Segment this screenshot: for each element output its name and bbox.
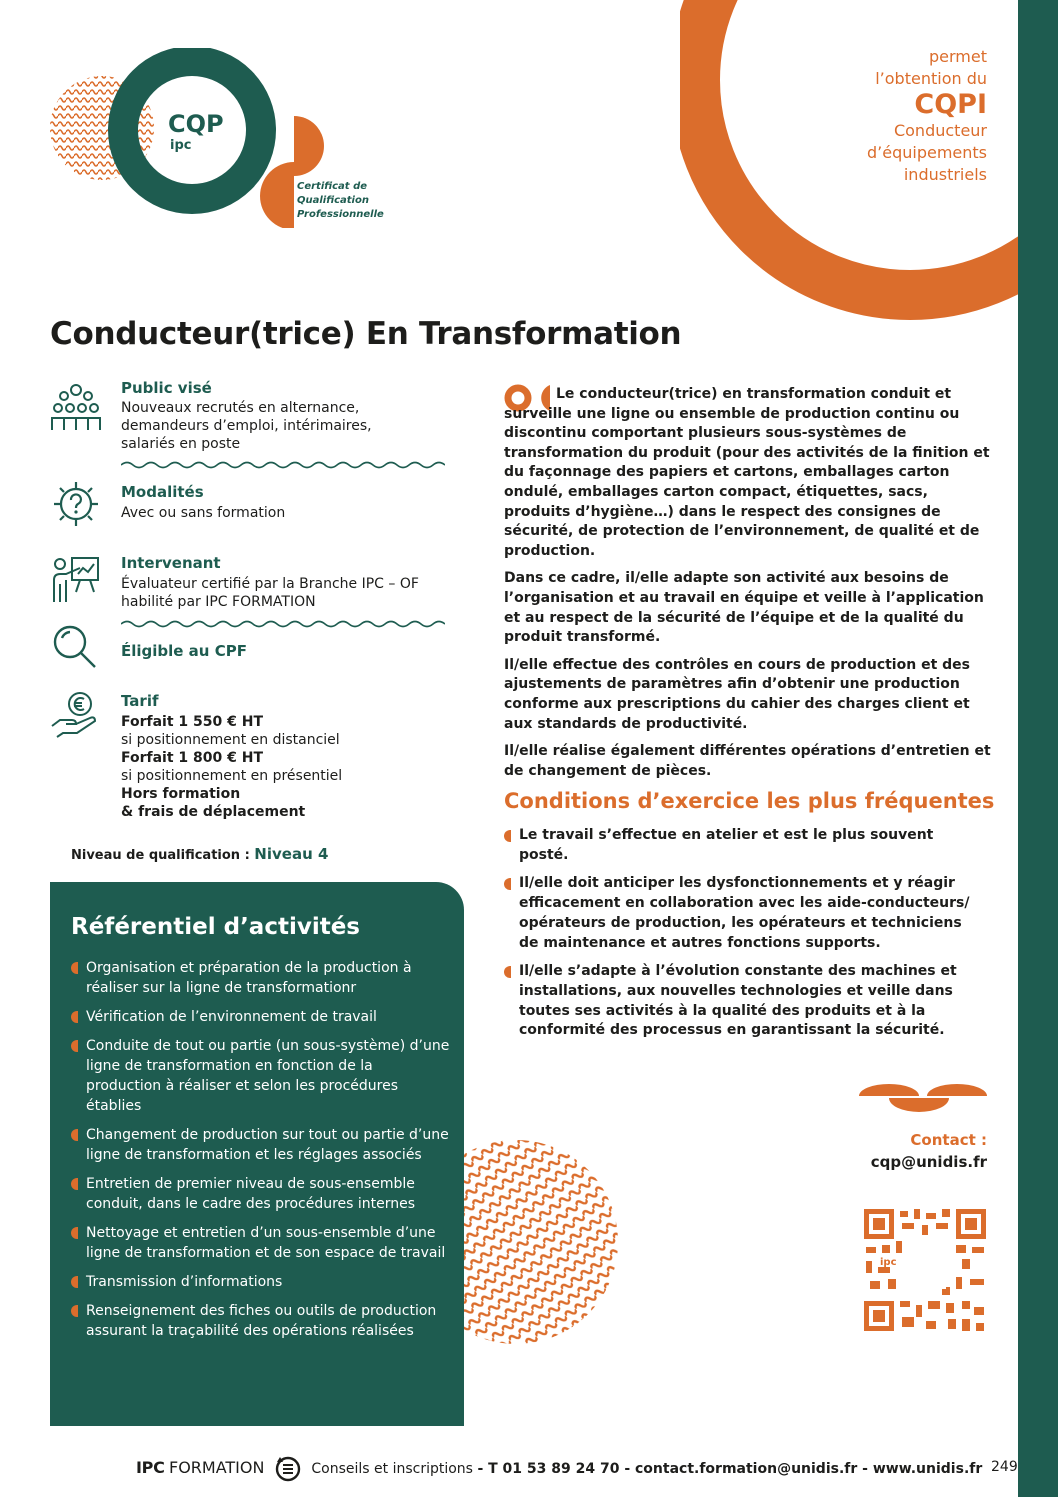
referentiel-list <box>71 958 451 1350</box>
presenter-board-icon <box>50 554 102 606</box>
list-item <box>71 958 451 998</box>
cqpi-line-1: permet <box>929 47 987 66</box>
contact-label: Contact : <box>910 1131 987 1149</box>
list-item <box>504 826 974 865</box>
list-item-text: Vérification de l’environnement de travail <box>86 1009 377 1025</box>
referentiel-title: Référentiel d’activités <box>71 914 360 940</box>
wave-divider <box>121 460 445 470</box>
niveau-value: Niveau 4 <box>254 845 329 863</box>
people-group-icon <box>50 382 102 434</box>
modalites-text: Avec ou sans formation <box>121 505 286 521</box>
intro-text <box>504 385 994 789</box>
decorative-wave <box>855 1082 989 1118</box>
footer-lead: Conseils et inscriptions <box>311 1461 473 1477</box>
bullet-icon <box>71 1227 78 1239</box>
list-item-text: Renseignement des fiches ou outils de production assurant la traçabilité des opérations réalisées <box>86 1303 437 1339</box>
bullet-icon <box>504 966 511 978</box>
logo-sub: ipc <box>170 138 192 153</box>
list-item-text: Il/elle doit anticiper les dysfonctionnements et y réagir efficacement en collaboration avec les aide-conducteurs/ opérateurs de production, les opérateurs et techniciens de maintenance et autres fonctions supports. <box>519 875 970 951</box>
wave-divider <box>121 619 445 629</box>
list-item <box>71 1125 451 1165</box>
conditions-title: Conditions d’exercice les plus fréquentes <box>504 789 995 813</box>
intro-paragraph-2: Dans ce cadre, il/elle adapte son activité aux besoins de l’organisation et au travail en équipe et veille à l’application et au respect de la sécurité de l’équipe et de la qualité du produit transformé. <box>504 570 984 646</box>
intro-paragraph-3: Il/elle effectue des contrôles en cours de production et des ajustements de paramètres afin d’obtenir une production conforme aux prescriptions du cahier des charges client et aux standards de productivité. <box>504 656 970 732</box>
niveau-label: Niveau de qualification : <box>71 848 255 863</box>
cqpi-line-3: Conducteur <box>893 121 987 140</box>
list-item-text: Changement de production sur tout ou partie d’une ligne de transformation et les réglages associés <box>86 1127 449 1163</box>
public-heading: Public visé <box>121 379 212 397</box>
referentiel-panel <box>50 882 464 1426</box>
public-text <box>121 399 372 453</box>
tarif-text <box>121 713 342 821</box>
bullet-icon <box>71 1011 78 1023</box>
conditions-list <box>504 826 974 1050</box>
footer <box>136 1454 982 1482</box>
tarif-note-1: si positionnement en distanciel <box>121 732 340 748</box>
logo-caption-2: Qualification <box>297 195 369 206</box>
list-item <box>504 962 974 1041</box>
cqpi-line-4: d’équipements <box>866 143 987 162</box>
niveau-qualification <box>71 845 328 863</box>
tarif-heading: Tarif <box>121 692 159 710</box>
logo-caption-1: Certificat de <box>297 181 368 192</box>
list-item <box>71 1036 451 1116</box>
list-item <box>71 1174 451 1214</box>
magnifier-icon <box>50 622 102 674</box>
cqpi-line-5: industriels <box>903 165 987 184</box>
cqpi-title: CQPI <box>914 89 987 120</box>
intervenant-heading: Intervenant <box>121 554 221 572</box>
contact-email[interactable]: cqp@unidis.fr <box>870 1153 987 1171</box>
tarif-price-2: Forfait 1 800 € HT <box>121 750 264 766</box>
footer-brand-rest: FORMATION <box>168 1458 265 1477</box>
list-item <box>71 1272 451 1292</box>
logo-main: CQP <box>168 110 224 138</box>
hand-euro-icon <box>50 690 102 742</box>
bullet-icon <box>71 1178 78 1190</box>
list-item <box>71 1223 451 1263</box>
cpf-heading: Éligible au CPF <box>121 642 247 660</box>
bullet-icon <box>71 1276 78 1288</box>
qr-code[interactable] <box>862 1207 988 1333</box>
public-line-1: Nouveaux recrutés en alternance, <box>121 400 360 416</box>
list-item <box>504 874 974 953</box>
page-title: Conducteur(trice) En Transformation <box>50 316 682 352</box>
list-item <box>71 1301 451 1341</box>
intervenant-line-1: Évaluateur certifié par la Branche IPC – OF <box>121 576 419 592</box>
footer-details: - T 01 53 89 24 70 - contact.formation@unidis.fr - www.unidis.fr <box>477 1461 983 1477</box>
tarif-note-2: si positionnement en présentiel <box>121 768 343 784</box>
intro-paragraph-4: Il/elle réalise également différentes opérations d’entretien et de changement de pièces. <box>504 743 991 779</box>
cqpi-line-2: l’obtention du <box>875 69 987 88</box>
logo-caption <box>297 180 384 222</box>
public-line-2: demandeurs d’emploi, intérimaires, <box>121 418 372 434</box>
footer-brand-bold: IPC <box>136 1458 165 1477</box>
side-band-label: Certificat de Qualification Professionnelle <box>10 91 28 401</box>
bullet-icon <box>504 830 511 842</box>
intervenant-line-2: habilité par IPC FORMATION <box>121 594 316 610</box>
page-number: 249 <box>991 1459 1018 1475</box>
list-item-text: Entretien de premier niveau de sous-ensemble conduit, dans le cadre des procédures internes <box>86 1176 416 1212</box>
intro-paragraph-1: Le conducteur(trice) en transformation conduit et surveille une ligne ou ensemble de production continu ou discontinu comportant plusieurs sous-systèmes de transformation du produit (pour des activités de la finition et du façonnage des papiers et cartons, emballages carton ondulé, emballages carton compact, étiquettes, sacs, produits d’hygiène…) dans le respect des consignes de sécurité, de protection de l’environnement, de qualité et de production. <box>504 386 990 559</box>
gear-question-icon <box>50 478 102 530</box>
intervenant-text <box>121 575 419 611</box>
tarif-price-1: Forfait 1 550 € HT <box>121 714 264 730</box>
list-item-text: Organisation et préparation de la production à réaliser sur la ligne de transformationr <box>86 960 412 996</box>
bullet-icon <box>71 962 78 974</box>
bullet-icon <box>504 878 511 890</box>
tarif-extra-2: & frais de déplacement <box>121 804 306 820</box>
bullet-icon <box>71 1305 78 1317</box>
list-item-text: Nettoyage et entretien d’un sous-ensemble d’une ligne de transformation et de son espace de travail <box>86 1225 446 1261</box>
bullet-icon <box>71 1129 78 1141</box>
side-band <box>1018 0 1058 1497</box>
bullet-icon <box>71 1040 78 1052</box>
cqpi-block <box>787 46 987 186</box>
list-item-text: Conduite de tout ou partie (un sous-système) d’une ligne de transformation en fonction de la production à réaliser et selon les procédures établies <box>86 1038 450 1114</box>
list-item <box>71 1007 451 1027</box>
public-line-3: salariés en poste <box>121 436 241 452</box>
list-item-text: Transmission d’informations <box>86 1274 283 1290</box>
side-band-abbr: CQP <box>10 405 28 440</box>
list-item-text: Il/elle s’adapte à l’évolution constante des machines et installations, aux nouvelles technologies et veille dans toutes ses activités à la qualité des produits et à la conformité des processus en garantissant la sécurité. <box>519 963 957 1039</box>
qr-label: ipc <box>880 1257 897 1268</box>
logo-caption-3: Professionnelle <box>297 209 384 220</box>
modalites-heading: Modalités <box>121 483 204 501</box>
list-item-text: Le travail s’effectue en atelier et est le plus souvent posté. <box>519 827 934 863</box>
tarif-extra-1: Hors formation <box>121 786 241 802</box>
refresh-icon <box>273 1454 303 1484</box>
contact-block <box>871 1129 987 1173</box>
